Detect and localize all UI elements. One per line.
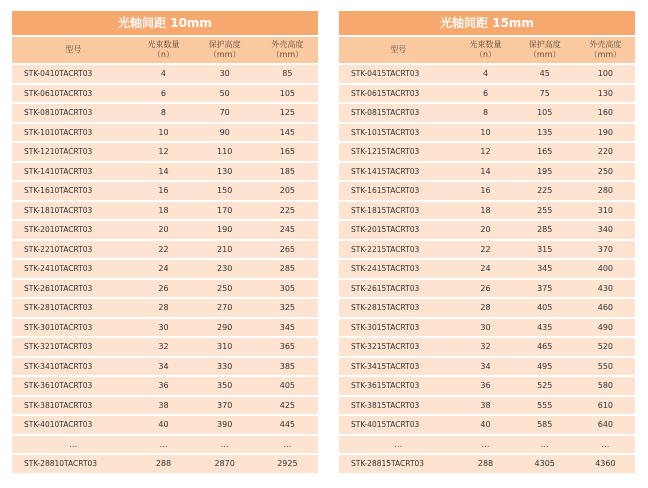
cell-model: STK-28810TACRT03 (12, 455, 134, 473)
cell-housing-height: 405 (257, 377, 318, 395)
cell-housing-height: 130 (576, 85, 635, 103)
cell-model: STK-1015TACRT03 (339, 124, 457, 142)
cell-protection-height: 225 (514, 182, 576, 200)
table-row (339, 358, 635, 376)
table-row (339, 377, 635, 395)
cell-model: STK-3415TACRT03 (339, 358, 457, 376)
table-row (339, 338, 635, 356)
cell-model: STK-2815TACRT03 (339, 299, 457, 317)
cell-beam-count: 18 (134, 202, 192, 220)
cell-protection-height: 250 (193, 280, 257, 298)
cell-beam-count: 8 (134, 104, 192, 122)
cell-protection-height: 130 (193, 163, 257, 181)
cell-model: STK-1215TACRT03 (339, 143, 457, 161)
cell-protection-height: 75 (514, 85, 576, 103)
cell-housing-height: 285 (257, 260, 318, 278)
table-row (339, 124, 635, 142)
cell-model: STK-3010TACRT03 (12, 319, 134, 337)
cell-housing-height: 160 (576, 104, 635, 122)
cell-beam-count: 20 (134, 221, 192, 239)
cell-housing-height: 250 (576, 163, 635, 181)
cell-protection-height: 30 (193, 65, 257, 83)
table-row (12, 338, 318, 356)
header-beam-count: 光束数量 （n） (457, 37, 513, 63)
cell-housing-height: 4360 (576, 455, 635, 473)
cell-beam-count: 22 (134, 241, 192, 259)
table-row (339, 163, 635, 181)
table-row (12, 260, 318, 278)
cell-housing-height: 220 (576, 143, 635, 161)
cell-housing-height: 190 (576, 124, 635, 142)
cell-protection-height: 230 (193, 260, 257, 278)
cell-protection-height: 45 (514, 65, 576, 83)
cell-housing-height: 245 (257, 221, 318, 239)
cell-protection-height: 290 (193, 319, 257, 337)
table-row (339, 455, 635, 473)
cell-housing-height: 370 (576, 241, 635, 259)
cell-model: … (12, 436, 134, 454)
cell-beam-count: 20 (457, 221, 513, 239)
table-row (339, 299, 635, 317)
cell-beam-count: 6 (457, 85, 513, 103)
cell-model: STK-4010TACRT03 (12, 416, 134, 434)
cell-model: STK-3210TACRT03 (12, 338, 134, 356)
cell-beam-count: 32 (134, 338, 192, 356)
spec-table-15mm (339, 11, 635, 475)
cell-housing-height: 305 (257, 280, 318, 298)
cell-beam-count: 12 (457, 143, 513, 161)
cell-protection-height: 210 (193, 241, 257, 259)
cell-protection-height: 4305 (514, 455, 576, 473)
cell-protection-height: 2870 (193, 455, 257, 473)
header-housing-height: 外壳高度 （mm） (576, 37, 635, 63)
cell-housing-height: 310 (576, 202, 635, 220)
table-row (339, 182, 635, 200)
cell-protection-height: 135 (514, 124, 576, 142)
cell-housing-height: 340 (576, 221, 635, 239)
cell-model: STK-0815TACRT03 (339, 104, 457, 122)
cell-protection-height: 90 (193, 124, 257, 142)
cell-beam-count: 38 (134, 397, 192, 415)
table-row (339, 280, 635, 298)
cell-housing-height: 385 (257, 358, 318, 376)
cell-model: STK-0810TACRT03 (12, 104, 134, 122)
cell-model: STK-1810TACRT03 (12, 202, 134, 220)
cell-model: STK-3015TACRT03 (339, 319, 457, 337)
cell-protection-height: … (193, 436, 257, 454)
cell-beam-count: 16 (134, 182, 192, 200)
cell-model: STK-2215TACRT03 (339, 241, 457, 259)
cell-protection-height: 405 (514, 299, 576, 317)
cell-beam-count: 4 (134, 65, 192, 83)
cell-protection-height: 495 (514, 358, 576, 376)
cell-model: STK-3615TACRT03 (339, 377, 457, 395)
header-model: 型号 (339, 37, 457, 63)
table-row (12, 416, 318, 434)
cell-housing-height: 145 (257, 124, 318, 142)
cell-model: STK-2615TACRT03 (339, 280, 457, 298)
header-protection-height: 保护高度 （mm） (193, 37, 257, 63)
table-row (12, 377, 318, 395)
cell-housing-height: 580 (576, 377, 635, 395)
cell-beam-count: 14 (134, 163, 192, 181)
cell-housing-height: 445 (257, 416, 318, 434)
spec-table (12, 35, 318, 475)
table-row (12, 65, 318, 83)
cell-model: STK-2210TACRT03 (12, 241, 134, 259)
table-row (12, 436, 318, 454)
table-row (12, 455, 318, 473)
cell-model: STK-1210TACRT03 (12, 143, 134, 161)
cell-beam-count: 40 (134, 416, 192, 434)
cell-protection-height: 170 (193, 202, 257, 220)
table-row (339, 397, 635, 415)
table-row (12, 397, 318, 415)
cell-beam-count: 6 (134, 85, 192, 103)
cell-model: STK-1415TACRT03 (339, 163, 457, 181)
cell-housing-height: 610 (576, 397, 635, 415)
cell-beam-count: 34 (457, 358, 513, 376)
table-title: 光轴间距 10mm (12, 11, 318, 35)
cell-beam-count: 10 (134, 124, 192, 142)
cell-protection-height: 375 (514, 280, 576, 298)
cell-protection-height: 435 (514, 319, 576, 337)
cell-model: STK-4015TACRT03 (339, 416, 457, 434)
cell-protection-height: 255 (514, 202, 576, 220)
cell-model: STK-2015TACRT03 (339, 221, 457, 239)
cell-protection-height: 70 (193, 104, 257, 122)
cell-beam-count: 36 (134, 377, 192, 395)
cell-beam-count: … (457, 436, 513, 454)
cell-beam-count: 288 (134, 455, 192, 473)
cell-housing-height: 280 (576, 182, 635, 200)
cell-protection-height: 585 (514, 416, 576, 434)
cell-model: STK-1815TACRT03 (339, 202, 457, 220)
cell-model: STK-0415TACRT03 (339, 65, 457, 83)
table-row (12, 280, 318, 298)
header-protection-height: 保护高度 （mm） (514, 37, 576, 63)
table-row (339, 202, 635, 220)
table-row (12, 319, 318, 337)
cell-protection-height: 310 (193, 338, 257, 356)
table-row (339, 143, 635, 161)
cell-beam-count: 24 (457, 260, 513, 278)
table-row (339, 436, 635, 454)
table-row (12, 182, 318, 200)
table-row (339, 221, 635, 239)
table-row (339, 319, 635, 337)
cell-beam-count: 26 (457, 280, 513, 298)
cell-beam-count: 18 (457, 202, 513, 220)
cell-protection-height: … (514, 436, 576, 454)
cell-model: STK-0410TACRT03 (12, 65, 134, 83)
cell-model: STK-28815TACRT03 (339, 455, 457, 473)
cell-protection-height: 370 (193, 397, 257, 415)
cell-protection-height: 105 (514, 104, 576, 122)
cell-housing-height: 105 (257, 85, 318, 103)
table-row (339, 241, 635, 259)
table-row (12, 104, 318, 122)
cell-protection-height: 165 (514, 143, 576, 161)
cell-model: STK-1610TACRT03 (12, 182, 134, 200)
cell-housing-height: 125 (257, 104, 318, 122)
cell-housing-height: 185 (257, 163, 318, 181)
cell-housing-height: 400 (576, 260, 635, 278)
cell-beam-count: 30 (457, 319, 513, 337)
cell-protection-height: 330 (193, 358, 257, 376)
cell-housing-height: 265 (257, 241, 318, 259)
table-row (339, 260, 635, 278)
cell-housing-height: 165 (257, 143, 318, 161)
cell-protection-height: 150 (193, 182, 257, 200)
cell-housing-height: 205 (257, 182, 318, 200)
cell-beam-count: 36 (457, 377, 513, 395)
header-model: 型号 (12, 37, 134, 63)
cell-protection-height: 285 (514, 221, 576, 239)
cell-housing-height: 425 (257, 397, 318, 415)
cell-protection-height: 465 (514, 338, 576, 356)
spec-table (339, 35, 635, 475)
cell-beam-count: 22 (457, 241, 513, 259)
cell-housing-height: 365 (257, 338, 318, 356)
table-row (12, 143, 318, 161)
cell-protection-height: 50 (193, 85, 257, 103)
cell-model: STK-3410TACRT03 (12, 358, 134, 376)
cell-beam-count: 26 (134, 280, 192, 298)
cell-protection-height: 195 (514, 163, 576, 181)
cell-beam-count: 4 (457, 65, 513, 83)
cell-beam-count: 28 (134, 299, 192, 317)
table-row (12, 241, 318, 259)
cell-model: STK-2410TACRT03 (12, 260, 134, 278)
cell-housing-height: 640 (576, 416, 635, 434)
cell-model: STK-1410TACRT03 (12, 163, 134, 181)
cell-model: STK-2010TACRT03 (12, 221, 134, 239)
cell-model: STK-2810TACRT03 (12, 299, 134, 317)
cell-housing-height: 550 (576, 358, 635, 376)
cell-model: STK-2415TACRT03 (339, 260, 457, 278)
header-housing-height: 外壳高度 （mm） (257, 37, 318, 63)
cell-beam-count: 38 (457, 397, 513, 415)
cell-housing-height: 85 (257, 65, 318, 83)
cell-housing-height: 460 (576, 299, 635, 317)
cell-beam-count: 16 (457, 182, 513, 200)
cell-model: STK-1615TACRT03 (339, 182, 457, 200)
header-beam-count: 光束数量 （n） (134, 37, 192, 63)
cell-beam-count: 10 (457, 124, 513, 142)
cell-beam-count: 30 (134, 319, 192, 337)
table-row (339, 104, 635, 122)
cell-beam-count: 8 (457, 104, 513, 122)
cell-housing-height: 2925 (257, 455, 318, 473)
cell-beam-count: 12 (134, 143, 192, 161)
cell-housing-height: 325 (257, 299, 318, 317)
table-row (12, 221, 318, 239)
table-row (339, 416, 635, 434)
cell-model: STK-0610TACRT03 (12, 85, 134, 103)
cell-model: STK-3810TACRT03 (12, 397, 134, 415)
cell-model: STK-2610TACRT03 (12, 280, 134, 298)
cell-beam-count: 40 (457, 416, 513, 434)
table-row (339, 85, 635, 103)
cell-housing-height: 430 (576, 280, 635, 298)
table-row (12, 85, 318, 103)
cell-model: … (339, 436, 457, 454)
cell-protection-height: 350 (193, 377, 257, 395)
cell-housing-height: 490 (576, 319, 635, 337)
header-row (12, 37, 318, 63)
table-row (12, 358, 318, 376)
cell-protection-height: 315 (514, 241, 576, 259)
cell-housing-height: 225 (257, 202, 318, 220)
cell-beam-count: 288 (457, 455, 513, 473)
cell-protection-height: 270 (193, 299, 257, 317)
cell-housing-height: 520 (576, 338, 635, 356)
table-row (12, 163, 318, 181)
cell-housing-height: 345 (257, 319, 318, 337)
table-row (12, 124, 318, 142)
cell-beam-count: … (134, 436, 192, 454)
cell-model: STK-3215TACRT03 (339, 338, 457, 356)
cell-beam-count: 34 (134, 358, 192, 376)
cell-protection-height: 555 (514, 397, 576, 415)
cell-beam-count: 28 (457, 299, 513, 317)
cell-beam-count: 32 (457, 338, 513, 356)
table-row (12, 299, 318, 317)
cell-model: STK-3815TACRT03 (339, 397, 457, 415)
table-row (12, 202, 318, 220)
cell-protection-height: 345 (514, 260, 576, 278)
cell-protection-height: 110 (193, 143, 257, 161)
cell-protection-height: 190 (193, 221, 257, 239)
table-row (339, 65, 635, 83)
cell-protection-height: 525 (514, 377, 576, 395)
table-title: 光轴间距 15mm (339, 11, 635, 35)
cell-beam-count: 24 (134, 260, 192, 278)
cell-protection-height: 390 (193, 416, 257, 434)
header-row (339, 37, 635, 63)
spec-table-10mm (12, 11, 318, 475)
cell-housing-height: … (576, 436, 635, 454)
cell-model: STK-3610TACRT03 (12, 377, 134, 395)
cell-beam-count: 14 (457, 163, 513, 181)
cell-housing-height: … (257, 436, 318, 454)
cell-housing-height: 100 (576, 65, 635, 83)
cell-model: STK-1010TACRT03 (12, 124, 134, 142)
cell-model: STK-0615TACRT03 (339, 85, 457, 103)
